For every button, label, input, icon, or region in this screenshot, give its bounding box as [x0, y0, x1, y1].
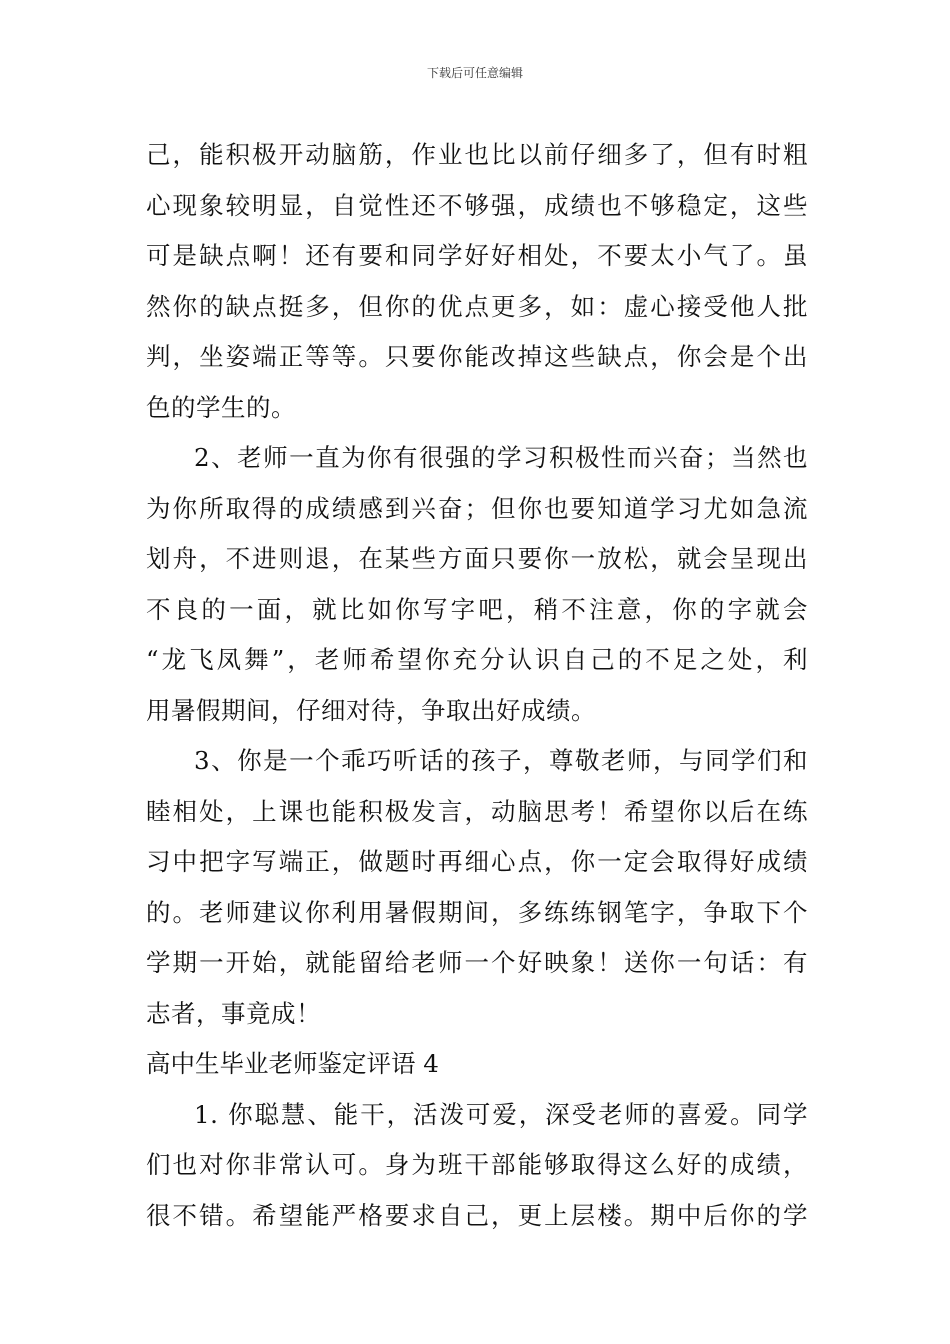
- text-line: 2、老师一直为你有很强的学习积极性而兴奋；当然也: [194, 443, 808, 472]
- text-line: 可是缺点啊！还有要和同学好好相处，不要太小气了。虽: [146, 241, 808, 270]
- text-line: 色的学生的。: [146, 392, 296, 422]
- text-line: 用暑假期间，仔细对待，争取出好成绩。: [146, 695, 596, 725]
- text-line: 判，坐姿端正等等。只要你能改掉这些缺点，你会是个出: [146, 342, 808, 371]
- text-line: 们也对你非常认可。身为班干部能够取得这么好的成绩，: [146, 1150, 808, 1179]
- text-line: 志者，事竟成！: [146, 998, 321, 1028]
- text-line: “龙飞凤舞”，老师希望你充分认识自己的不足之处，利: [146, 645, 808, 674]
- text-line: 3、你是一个乖巧听话的孩子，尊敬老师，与同学们和: [194, 746, 808, 775]
- text-line: 不良的一面，就比如你写字吧，稍不注意，你的字就会: [146, 594, 808, 624]
- text-line: 划舟，不进则退，在某些方面只要你一放松，就会呈现出: [146, 544, 808, 573]
- paragraph-2: [146, 433, 808, 736]
- section-title: 高中生毕业老师鉴定评语 4: [146, 1049, 439, 1078]
- paragraph-continued: [146, 130, 808, 433]
- text-line: 睦相处，上课也能积极发言，动脑思考！希望你以后在练: [146, 796, 808, 826]
- text-line: 习中把字写端正，做题时再细心点，你一定会取得好成绩: [146, 847, 808, 876]
- text-line: 为你所取得的成绩感到兴奋；但你也要知道学习尤如急流: [146, 493, 808, 523]
- text-line: 心现象较明显，自觉性还不够强，成绩也不够稳定，这些: [146, 190, 808, 220]
- text-line: 学期一开始，就能留给老师一个好映象！送你一句话：有: [146, 948, 808, 977]
- text-line: 然你的缺点挺多，但你的优点更多，如：虚心接受他人批: [146, 291, 808, 321]
- text-line: 很不错。希望能严格要求自己，更上层楼。期中后你的学: [146, 1200, 808, 1230]
- section-paragraph-1: [146, 1090, 808, 1242]
- page-header: 下载后可任意编辑: [426, 66, 523, 80]
- text-line: 的。老师建议你利用暑假期间，多练练钢笔字，争取下个: [146, 897, 808, 927]
- text-line: 己，能积极开动脑筋，作业也比以前仔细多了，但有时粗: [146, 140, 808, 169]
- document-body: [146, 130, 808, 1241]
- paragraph-3: [146, 736, 808, 1039]
- text-line: 1. 你聪慧、能干，活泼可爱，深受老师的喜爱。同学: [194, 1099, 808, 1129]
